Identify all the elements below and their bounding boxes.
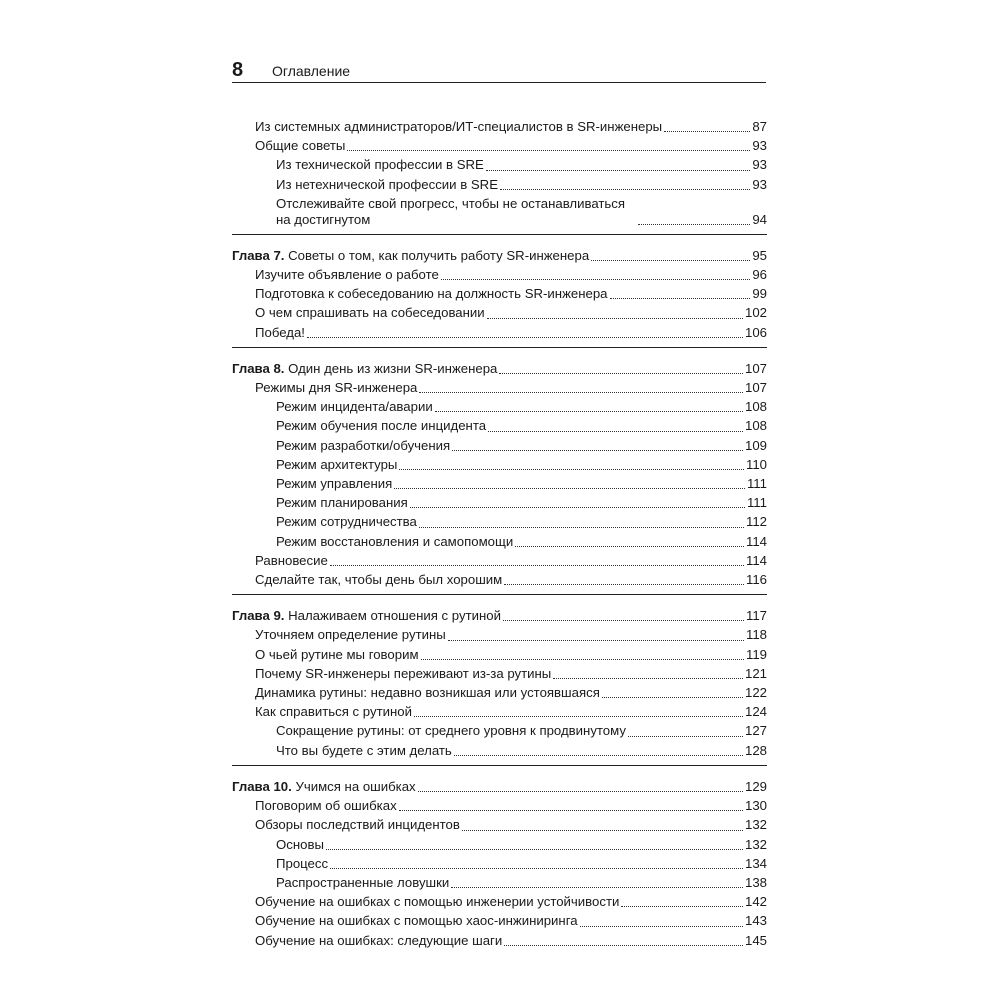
chapter-title: Учимся на ошибках [291,778,416,794]
toc-entry-title: Режим управления [276,476,393,492]
dot-leader [419,527,744,528]
chapter-number: Глава 10. [232,778,292,794]
dot-leader [602,697,743,698]
toc-subsection-entry[interactable] [232,196,767,229]
toc-entry-title [232,606,501,625]
dot-leader [451,887,743,888]
dot-leader [399,810,743,811]
dot-leader [410,507,745,508]
toc-section-entry[interactable] [232,323,767,342]
toc-entry-title: Как справиться с рутиной [255,704,412,720]
toc-subsection-entry[interactable] [232,455,767,474]
toc-page-number: 93 [752,157,767,173]
toc-entry-title: Сокращение рутины: от среднего уровня к продвинутому [276,723,626,739]
dot-leader [421,659,744,660]
section-title: Оглавление [272,63,351,79]
chapter-spacer [232,589,767,606]
toc-page-number: 99 [752,286,767,302]
chapter-title: Советы о том, как получить работу SR-инженера [284,247,590,263]
chapter-spacer [232,229,767,246]
toc-page-number: 111 [746,476,767,492]
chapter-divider [232,234,767,235]
toc-chapter-entry[interactable] [232,359,767,378]
chapter-spacer [232,760,767,777]
toc-entry-title: О чьей рутине мы говорим [255,646,419,662]
toc-page-number: 109 [744,437,767,453]
toc-page-number: 108 [744,418,767,434]
dot-leader [515,546,744,547]
dot-leader [330,565,744,566]
dot-leader [487,318,743,319]
dot-leader [399,469,744,470]
toc-subsection-entry[interactable] [232,532,767,551]
dot-leader [448,640,744,641]
dot-leader [500,189,750,190]
toc-page-number: 130 [744,798,767,814]
toc-page-number: 94 [752,211,767,227]
header-rule [232,82,766,83]
dot-leader [394,488,745,489]
toc-page-number: 111 [746,495,767,511]
dot-leader [628,736,743,737]
toc-subsection-entry[interactable] [232,474,767,493]
toc-subsection-entry[interactable] [232,873,767,892]
dot-leader [452,450,743,451]
dot-leader [499,373,743,374]
toc-entry-title: Победа! [255,324,305,340]
dot-leader [462,830,743,831]
dot-leader [621,906,743,907]
toc-entry-title: Процесс [276,855,329,871]
toc-section-entry[interactable] [232,702,767,721]
dot-leader [488,431,743,432]
dot-leader [454,755,743,756]
toc-entry-title: Поговорим об ошибках [255,798,397,814]
chapter-number: Глава 7. [232,247,285,263]
toc-page-number: 93 [752,138,767,154]
toc-entry-title: Режим планирования [276,495,408,511]
dot-leader [610,298,751,299]
toc-entry-title: Режим архитектуры [276,456,398,472]
toc-entry-title: Отслеживайте свой прогресс, чтобы не останавливаться на достигнутом [276,195,626,228]
toc-page-number: 132 [744,836,767,852]
dot-leader [347,150,750,151]
toc-entry-title: Почему SR-инженеры переживают из-за рутины [255,665,552,681]
dot-leader [418,791,743,792]
dot-leader [419,392,743,393]
dot-leader [638,224,750,225]
toc-page-number: 143 [744,913,767,929]
chapter-title: Один день из жизни SR-инженера [284,360,498,376]
chapter-divider [232,347,767,348]
toc-entry-title: Из технической профессии в SRE [276,157,484,173]
toc-entry-title: Уточняем определение рутины [255,627,446,643]
toc-entry-title: Обучение на ошибках: следующие шаги [255,932,503,948]
toc-page-number: 121 [744,665,767,681]
toc-subsection-entry[interactable] [232,397,767,416]
toc-entry-title: Динамика рутины: недавно возникшая или устоявшаяся [255,685,600,701]
toc-chapter-entry[interactable] [232,246,767,265]
dot-leader [435,411,743,412]
toc-page-number: 95 [752,247,767,263]
toc-section-entry[interactable] [232,645,767,664]
toc-entry-title: Общие советы [255,138,346,154]
table-of-contents [232,117,767,950]
toc-entry-title: Обзоры последствий инцидентов [255,817,460,833]
page-number: 8 [232,59,244,81]
toc-page-number: 127 [744,723,767,739]
toc-subsection-entry[interactable] [232,721,767,740]
toc-section-entry[interactable] [232,796,767,815]
toc-entry-title: Режим разработки/обучения [276,437,451,453]
toc-section-entry[interactable] [232,664,767,683]
toc-section-entry[interactable] [232,284,767,303]
toc-entry-title: Что вы будете с этим делать [276,742,452,758]
toc-page-number: 132 [744,817,767,833]
toc-section-entry[interactable] [232,378,767,397]
toc-subsection-entry[interactable] [232,854,767,873]
chapter-title: Налаживаем отношения с рутиной [284,608,501,624]
chapter-divider [232,765,767,766]
toc-section-entry[interactable] [232,570,767,589]
toc-page-number: 122 [744,685,767,701]
dot-leader [504,945,743,946]
toc-page-number: 119 [745,646,767,662]
toc-section-entry[interactable] [232,625,767,644]
toc-entry-title: Режим восстановления и самопомощи [276,533,514,549]
toc-page-number: 145 [744,932,767,948]
dot-leader [307,337,743,338]
toc-subsection-entry[interactable] [232,512,767,531]
toc-page-number: 134 [744,855,767,871]
toc-section-entry[interactable] [232,265,767,284]
dot-leader [326,849,743,850]
toc-section-entry[interactable] [232,683,767,702]
toc-entry-title: Основы [276,836,324,852]
toc-section-entry[interactable] [232,303,767,322]
toc-subsection-entry[interactable] [232,416,767,435]
dot-leader [503,620,744,621]
toc-page-number: 106 [744,324,767,340]
dot-leader [330,868,743,869]
toc-subsection-entry[interactable] [232,155,767,174]
toc-entry-title: Из системных администраторов/ИТ-специалистов в SR-инженеры [255,119,663,134]
toc-subsection-entry[interactable] [232,835,767,854]
dot-leader [504,584,744,585]
toc-subsection-entry[interactable] [232,741,767,760]
toc-section-entry[interactable] [232,892,767,911]
dot-leader [553,678,743,679]
toc-page-number: 117 [745,608,767,624]
toc-entry-title: Сделайте так, чтобы день был хорошим [255,572,503,588]
dot-leader [441,279,751,280]
toc-page-number: 138 [744,874,767,890]
toc-section-entry[interactable] [232,911,767,930]
toc-entry-title: Распространенные ловушки [276,874,450,890]
toc-section-entry[interactable] [232,931,767,950]
dot-leader [664,131,750,132]
toc-entry-title: О чем спрашивать на собеседовании [255,305,485,321]
toc-page-number: 108 [744,399,767,415]
toc-page-number: 116 [745,572,767,588]
toc-entry-title: Режим обучения после инцидента [276,418,487,434]
dot-leader [486,170,751,171]
toc-section-entry[interactable] [232,136,767,155]
toc-page-number: 107 [744,360,767,376]
dot-leader [580,926,743,927]
toc-page-number: 87 [752,119,767,134]
toc-page-number: 107 [744,380,767,396]
toc-entry-title: Подготовка к собеседованию на должность SR-инженера [255,286,608,302]
toc-entry-title: Режим сотрудничества [276,514,417,530]
toc-entry-title: Обучение на ошибках с помощью хаос-инжиниринга [255,913,578,929]
toc-chapter-entry[interactable] [232,606,767,625]
toc-entry-title [232,777,416,796]
toc-page-number: 128 [744,742,767,758]
toc-entry-title: Режим инцидента/аварии [276,399,433,415]
page-header [232,58,766,82]
toc-page-number: 96 [752,267,767,283]
toc-page-number: 114 [745,552,767,568]
toc-section-entry[interactable] [232,815,767,834]
toc-page-number: 114 [745,533,767,549]
toc-entry-title: Обучение на ошибках с помощью инженерии устойчивости [255,894,620,910]
toc-page-number: 118 [745,627,767,643]
toc-chapter-entry[interactable] [232,777,767,796]
toc-page-number: 102 [744,305,767,321]
dot-leader [414,716,743,717]
chapter-spacer [232,342,767,359]
toc-section-entry[interactable] [232,551,767,570]
toc-subsection-entry[interactable] [232,436,767,455]
chapter-number: Глава 9. [232,608,285,624]
toc-page-number: 129 [744,778,767,794]
toc-entry-title [232,359,497,378]
toc-subsection-entry[interactable] [232,175,767,194]
toc-subsection-entry[interactable] [232,493,767,512]
toc-entry-title [232,246,589,265]
toc-entry-title: Режимы дня SR-инженера [255,380,418,396]
toc-section-entry[interactable] [232,117,767,136]
toc-page-number: 110 [745,456,767,472]
toc-entry-title: Изучите объявление о работе [255,267,439,283]
toc-entry-title: Из нетехнической профессии в SRE [276,176,498,192]
toc-page-number: 142 [744,894,767,910]
toc-page-number: 112 [745,514,767,530]
dot-leader [591,260,750,261]
toc-page-number: 124 [744,704,767,720]
chapter-divider [232,594,767,595]
toc-entry-title: Равновесие [255,552,328,568]
toc-page-number: 93 [752,176,767,192]
chapter-number: Глава 8. [232,360,285,376]
